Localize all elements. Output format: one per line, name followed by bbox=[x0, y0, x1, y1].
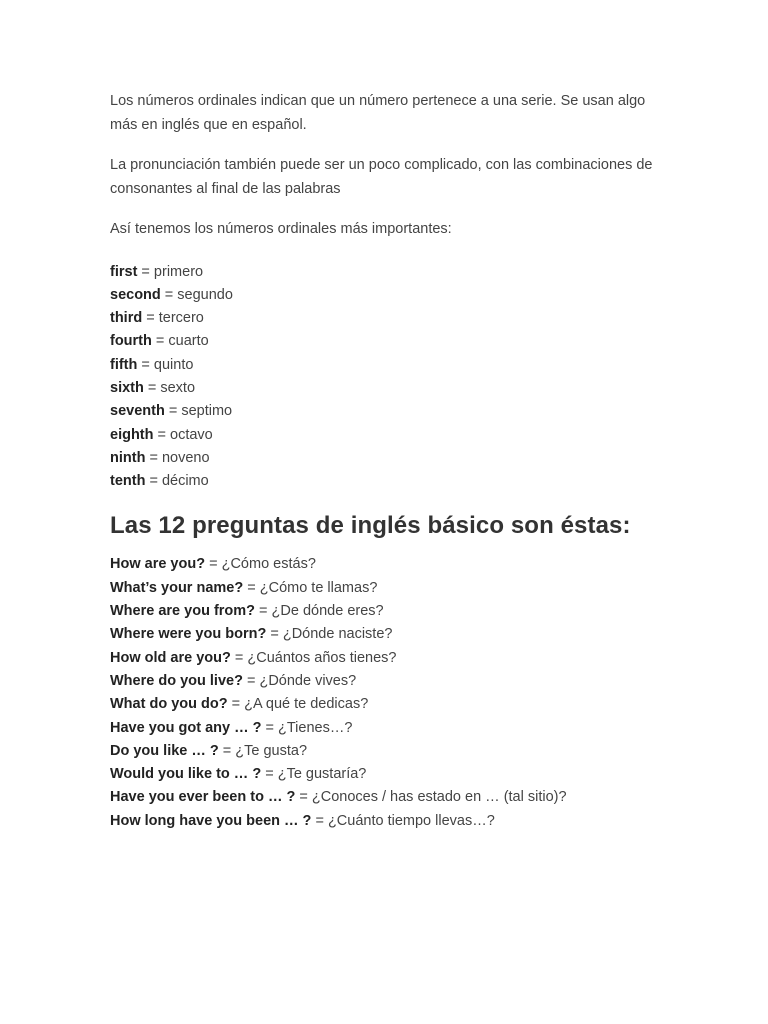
question-english: How old are you? bbox=[110, 649, 231, 666]
ordinal-term: sixth bbox=[110, 379, 144, 396]
question-english: Have you ever been to … ? bbox=[110, 789, 296, 806]
list-item bbox=[110, 740, 670, 763]
question-spanish: = ¿Te gusta? bbox=[218, 742, 308, 759]
list-item bbox=[110, 670, 670, 693]
question-english: How are you? bbox=[110, 556, 206, 573]
ordinal-translation: = noveno bbox=[145, 449, 210, 466]
list-item bbox=[110, 261, 670, 284]
intro-paragraph-3: Así tenemos los números ordinales más importantes: bbox=[110, 221, 452, 237]
question-spanish: = ¿Cuánto tiempo llevas…? bbox=[311, 812, 495, 829]
question-spanish: = ¿Cómo estás? bbox=[205, 556, 316, 573]
question-spanish: = ¿Tienes…? bbox=[261, 719, 353, 736]
ordinal-term: eighth bbox=[110, 426, 154, 443]
question-spanish: = ¿De dónde eres? bbox=[255, 603, 384, 620]
list-item bbox=[110, 424, 670, 447]
question-spanish: = ¿Dónde naciste? bbox=[266, 626, 393, 643]
question-english: Where do you live? bbox=[110, 672, 243, 689]
list-item bbox=[110, 577, 670, 600]
ordinal-term: tenth bbox=[110, 473, 146, 490]
question-english: Where are you from? bbox=[110, 603, 256, 620]
ordinal-translation: = cuarto bbox=[151, 333, 209, 350]
question-english: Where were you born? bbox=[110, 626, 267, 643]
list-item bbox=[110, 400, 670, 423]
ordinal-list bbox=[110, 261, 670, 494]
list-item bbox=[110, 647, 670, 670]
ordinal-translation: = tercero bbox=[142, 310, 204, 327]
list-item bbox=[110, 330, 670, 353]
ordinal-term: second bbox=[110, 286, 161, 303]
list-item bbox=[110, 600, 670, 623]
ordinal-term: third bbox=[110, 310, 143, 327]
list-item bbox=[110, 693, 670, 716]
list-item bbox=[110, 786, 670, 809]
list-item bbox=[110, 377, 670, 400]
ordinal-translation: = segundo bbox=[160, 286, 233, 303]
ordinal-term: first bbox=[110, 263, 138, 280]
question-spanish: = ¿Dónde vives? bbox=[242, 672, 357, 689]
question-spanish: = ¿Te gustaría? bbox=[261, 766, 367, 783]
question-spanish: = ¿Cómo te llamas? bbox=[243, 579, 378, 596]
question-spanish: = ¿A qué te dedicas? bbox=[227, 696, 369, 713]
ordinal-translation: = sexto bbox=[143, 379, 196, 396]
ordinal-term: fourth bbox=[110, 333, 152, 350]
ordinal-translation: = septimo bbox=[164, 403, 233, 420]
question-english: Would you like to … ? bbox=[110, 766, 262, 783]
intro-paragraph-2: La pronunciación también puede ser un poco complicado, con las combinaciones de consonantes al final de las palabras bbox=[110, 157, 653, 197]
list-item bbox=[110, 553, 670, 576]
list-item bbox=[110, 470, 670, 493]
ordinal-term: seventh bbox=[110, 403, 165, 420]
list-item bbox=[110, 447, 670, 470]
question-spanish: = ¿Conoces / has estado en … (tal sitio)? bbox=[295, 789, 567, 806]
question-english: What’s your name? bbox=[110, 579, 244, 596]
list-item bbox=[110, 307, 670, 330]
ordinal-translation: = primero bbox=[137, 263, 204, 280]
list-item bbox=[110, 284, 670, 307]
question-list bbox=[110, 553, 670, 833]
ordinal-term: fifth bbox=[110, 356, 138, 373]
ordinal-term: ninth bbox=[110, 449, 146, 466]
list-item bbox=[110, 354, 670, 377]
questions-heading: Las 12 preguntas de inglés básico son éstas: bbox=[110, 512, 631, 540]
ordinal-translation: = octavo bbox=[153, 426, 213, 443]
list-item bbox=[110, 810, 670, 833]
ordinal-translation: = quinto bbox=[137, 356, 194, 373]
list-item bbox=[110, 717, 670, 740]
question-english: How long have you been … ? bbox=[110, 812, 312, 829]
document-page bbox=[110, 90, 670, 833]
ordinal-translation: = décimo bbox=[145, 473, 209, 490]
intro-paragraph-1: Los números ordinales indican que un número pertenece a una serie. Se usan algo más en inglés que en español. bbox=[110, 93, 646, 133]
list-item bbox=[110, 623, 670, 646]
question-english: What do you do? bbox=[110, 696, 228, 713]
question-spanish: = ¿Cuántos años tienes? bbox=[230, 649, 397, 666]
question-english: Have you got any … ? bbox=[110, 719, 262, 736]
question-english: Do you like … ? bbox=[110, 742, 219, 759]
list-item bbox=[110, 763, 670, 786]
